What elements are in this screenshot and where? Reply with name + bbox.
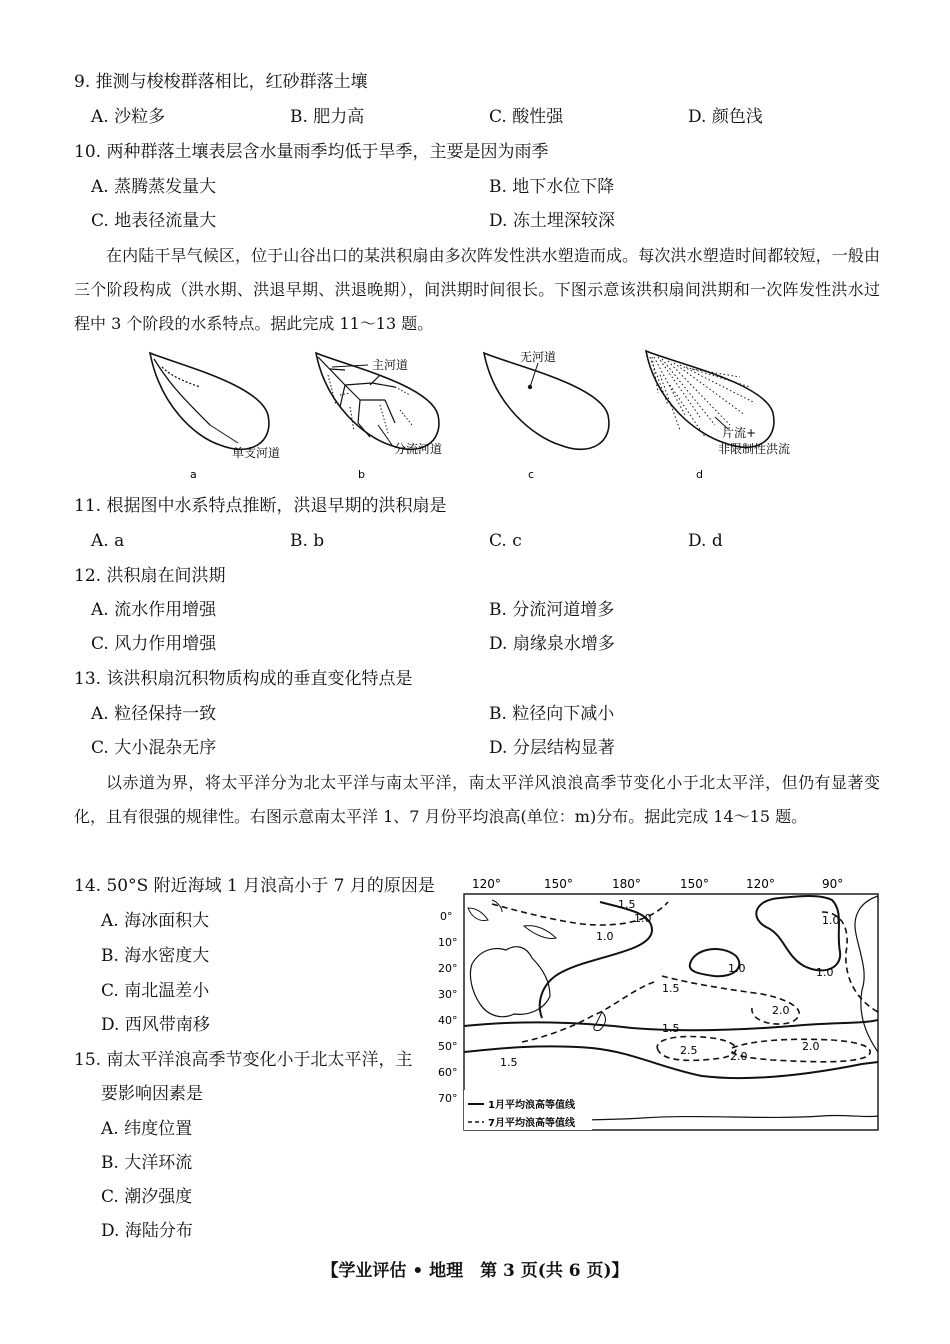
lat-label-4: 30°: [438, 988, 458, 1001]
new-guinea: [524, 926, 556, 939]
q9-stem: 9. 推测与梭梭群落相比，红砂群落土壤: [74, 72, 368, 92]
contour-label-5: 1.0: [822, 914, 840, 927]
fan-d-caption: d: [696, 468, 703, 481]
fan-c-label: 无河道: [520, 350, 557, 364]
q13-option-d: D. 分层结构显著: [489, 738, 615, 758]
australia-landmass: [470, 947, 550, 1017]
contour-label-4: 1.0: [728, 962, 746, 975]
q10-option-c: C. 地表径流量大: [91, 211, 217, 231]
lon-label-5: 120°: [746, 877, 775, 891]
q14-option-c: C. 南北温差小: [101, 981, 210, 1001]
q13-stem: 13. 该洪积扇沉积物质构成的垂直变化特点是: [74, 669, 413, 689]
fan-a-caption: a: [190, 468, 197, 481]
q13-option-b: B. 粒径向下减小: [489, 704, 615, 724]
south-pacific-wave-map: [432, 872, 884, 1134]
contour-label-6: 1.0: [816, 966, 834, 979]
q9-option-c: C. 酸性强: [489, 107, 564, 127]
contour-label-8: 2.0: [772, 1004, 790, 1017]
fan-a-label: 单支河道: [232, 446, 281, 460]
q12-option-b: B. 分流河道增多: [489, 600, 615, 620]
q11-option-a: A. a: [91, 531, 125, 551]
q14-option-d: D. 西风带南移: [101, 1015, 210, 1035]
q12-option-c: C. 风力作用增强: [91, 634, 217, 654]
south-america-coast: [855, 896, 878, 1052]
contour-label-1: 1.5: [618, 898, 636, 911]
q10-option-d: D. 冻土埋深较深: [489, 211, 615, 231]
lon-label-4: 150°: [680, 877, 709, 891]
q15-stem-line1: 15. 南太平洋浪高季节变化小于北太平洋，主: [74, 1050, 413, 1070]
q15-option-a: A. 纬度位置: [101, 1119, 193, 1139]
q15-option-d: D. 海陆分布: [101, 1221, 193, 1241]
fan-b-label-bottom: 分流河道: [394, 442, 443, 456]
q9-option-a: A. 沙粒多: [91, 107, 166, 127]
q12-option-a: A. 流水作用增强: [91, 600, 217, 620]
lat-label-3: 20°: [438, 962, 458, 975]
q14-option-a: A. 海冰面积大: [101, 911, 210, 931]
fan-d-label-2: 非限制性洪流: [718, 442, 791, 456]
contour-label-3: 1.0: [596, 930, 614, 943]
fan-c: [484, 350, 609, 481]
q11-option-b: B. b: [290, 531, 325, 551]
q11-option-d: D. d: [688, 531, 723, 551]
q15-option-c: C. 潮汐强度: [101, 1187, 193, 1207]
fan-b-label-top: 主河道: [372, 358, 409, 372]
q14-stem: 14. 50°S 附近海域 1 月浪高小于 7 月的原因是: [74, 876, 435, 896]
contour-label-11: 2.0: [730, 1050, 748, 1063]
q13-option-a: A. 粒径保持一致: [91, 704, 217, 724]
q10-option-a: A. 蒸腾蒸发量大: [91, 177, 217, 197]
contour-label-12: 2.0: [802, 1040, 820, 1053]
legend-jul: 7月平均浪高等值线: [488, 1118, 575, 1129]
contour-label-13: 1.5: [500, 1056, 518, 1069]
new-zealand: [594, 1012, 606, 1031]
contour-label-9: 1.5: [662, 1022, 680, 1035]
alluvial-fan-figure: [140, 345, 820, 485]
q9-option-d: D. 颜色浅: [688, 107, 763, 127]
passage-alluvial-fan: 在内陆干旱气候区，位于山谷出口的某洪积扇由多次阵发性洪水塑造而成。每次洪水塑造时间都较短，一般由三个阶段构成（洪水期、洪退早期、洪退晚期），间洪期时间很长。下图示意该洪积扇间洪期和一次阵发性洪水过程中 3 个阶段的水系特点。据此完成 11～13 题。: [74, 246, 880, 333]
lat-label-7: 60°: [438, 1066, 458, 1079]
lat-label-2: 10°: [438, 936, 458, 949]
q14-option-b: B. 海水密度大: [101, 946, 210, 966]
legend-jan: 1月平均浪高等值线: [488, 1100, 575, 1111]
fan-c-caption: c: [528, 468, 535, 481]
q15-option-b: B. 大洋环流: [101, 1153, 193, 1173]
q12-stem: 12. 洪积扇在间洪期: [74, 566, 226, 586]
fan-b: [316, 353, 442, 481]
passage-wave-height: 以赤道为界，将太平洋分为北太平洋与南太平洋，南太平洋风浪浪高季节变化小于北太平洋，但仍有显著变化，且有很强的规律性。右图示意南太平洋 1、7 月份平均浪高(单位：m)分布。据此完成 14～15 题。: [74, 773, 880, 826]
q9-option-b: B. 肥力高: [290, 107, 365, 127]
fan-d: [646, 351, 790, 481]
lat-label-6: 50°: [438, 1040, 458, 1053]
contour-label-7: 1.5: [662, 982, 680, 995]
lon-label-3: 180°: [612, 877, 641, 891]
fan-a: [150, 353, 280, 481]
q12-option-d: D. 扇缘泉水增多: [489, 634, 615, 654]
contour-label-10: 2.5: [680, 1044, 698, 1057]
lat-label-8: 70°: [438, 1092, 458, 1105]
q13-option-c: C. 大小混杂无序: [91, 738, 217, 758]
q10-stem: 10. 两种群落土壤表层含水量雨季均低于旱季，主要是因为雨季: [74, 142, 549, 162]
fan-b-caption: b: [358, 468, 365, 481]
contour-label-2: 1.0: [634, 912, 652, 925]
lat-label-1: 0°: [440, 910, 453, 923]
lon-label-2: 150°: [544, 877, 573, 891]
fan-d-label-1: 片流+: [722, 426, 757, 440]
q10-option-b: B. 地下水位下降: [489, 177, 615, 197]
q11-stem: 11. 根据图中水系特点推断，洪退早期的洪积扇是: [74, 496, 447, 516]
q11-option-c: C. c: [489, 531, 522, 551]
page-footer: 【学业评估 • 地理 第 3 页(共 6 页)】: [321, 1261, 629, 1281]
lon-label-6: 90°: [822, 877, 844, 891]
q15-stem-line2: 要影响因素是: [101, 1084, 203, 1104]
lat-label-5: 40°: [438, 1014, 458, 1027]
lon-label-1: 120°: [472, 877, 501, 891]
